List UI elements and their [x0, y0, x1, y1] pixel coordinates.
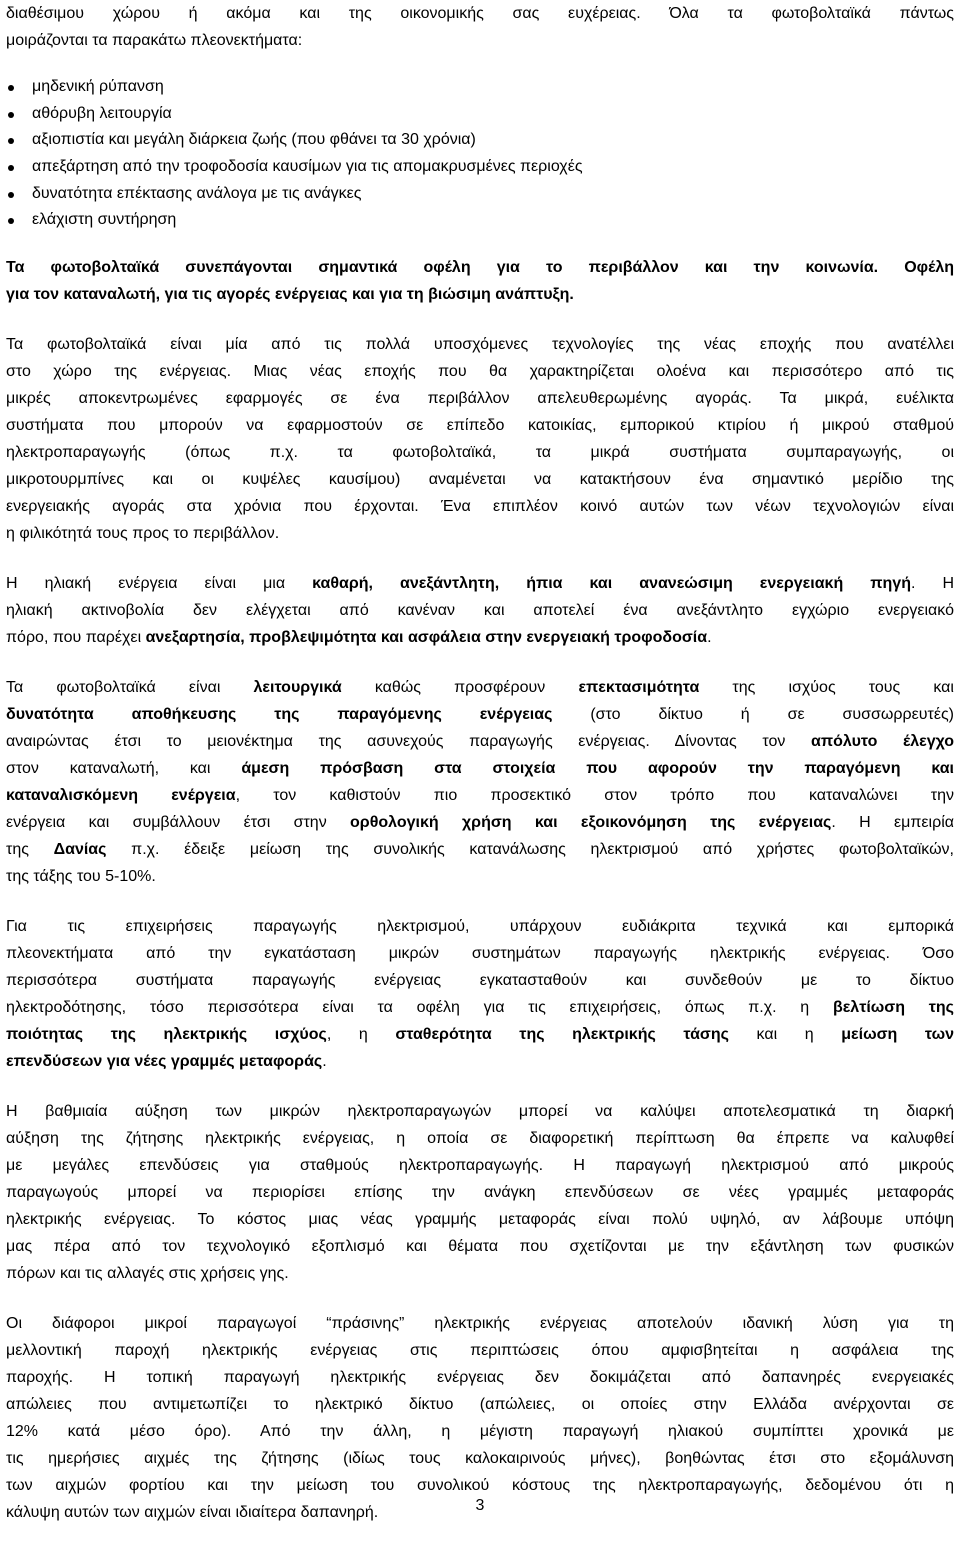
list-item: δυνατότητα επέκτασης ανάλογα με τις ανάγκες [6, 181, 954, 208]
list-item: αξιοπιστία και μεγάλη διάρκεια ζωής (που φθάνει τα 30 χρόνια) [6, 127, 954, 154]
paragraph-technologies [6, 331, 954, 547]
paragraph-small-producers [6, 1098, 954, 1287]
text-line: παροχής. Η τοπική παραγωγή ηλεκτρικής ενέργειας δεν δοκιμάζεται από δαπανηρές ενεργειακές [6, 1369, 954, 1387]
text-line: Τα φωτοβολταϊκά είναι λειτουργικά καθώς προσφέρουν επεκτασιμότητα της ισχύος τους και [6, 679, 954, 697]
text-line: επενδύσεων για νέες γραμμές μεταφοράς. [6, 1053, 327, 1071]
text-line: στο χώρο της ενέργειας. Μιας νέας εποχής που θα χαρακτηρίζεται ολοένα και περισσότερο από τις [6, 363, 954, 381]
document-page [6, 0, 954, 1526]
page-number: 3 [475, 1497, 485, 1514]
text-line: ηλεκτροδότησης, τόσο περισσότερα είναι τα οφέλη για τις επιχειρήσεις, όπως π.χ. η βελτίωση της [6, 999, 954, 1017]
advantages-list [6, 74, 954, 234]
text-line: περισσότερα συστήματα παραγωγής ενέργειας εγκατασταθούν και συνδεθούν με το δίκτυο [6, 972, 954, 990]
list-item: απεξάρτηση από την τροφοδοσία καυσίμων για τις απομακρυσμένες περιοχές [6, 154, 954, 181]
text-line: στον καταναλωτή, και άμεση πρόσβαση στα στοιχεία που αφορούν την παραγόμενη και [6, 760, 954, 778]
text-line: Για τις επιχειρήσεις παραγωγής ηλεκτρισμού, υπάρχουν ευδιάκριτα τεχνικά και εμπορικά [6, 918, 954, 936]
text-line: μικρές αποκεντρωμένες εφαρμογές σε ένα περιβάλλον απελευθερωμένης αγοράς. Τα μικρά, ευέλικτα [6, 390, 954, 408]
text-line: μελλοντική παροχή ηλεκτρικής ενέργειας στις περιπτώσεις όπου αμφισβητείται η ασφάλεια της [6, 1342, 954, 1360]
text-line: Η ηλιακή ενέργεια είναι μια καθαρή, ανεξάντλητη, ήπια και ανανεώσιμη ενεργειακή πηγή. Η [6, 575, 954, 593]
text-line: τις ημερήσιες αιχμές της ζήτησης (ιδίως τους καλοκαιρινούς μήνες), βοηθώντας έτσι στο εξομάλυνση [6, 1450, 954, 1468]
text-line: διαθέσιμου χώρου ή ακόμα και της οικονομικής σας ευχέρειας. Όλα τα φωτοβολταϊκά πάντως [6, 5, 954, 22]
text-line: μικροτουρμπίνες και οι κυψέλες καυσίμου) αναμένεται να κατακτήσουν ένα σημαντικό μερίδιο της [6, 471, 954, 489]
text-line: ηλιακή ακτινοβολία δεν ελέγχεται από κανέναν και αποτελεί ένα ανεξάντλητο εγχώριο ενεργειακό [6, 602, 954, 620]
text-line: της Δανίας π.χ. έδειξε μείωση της συνολικής κατανάλωσης ηλεκτρισμού από χρήστες φωτοβολταϊκών, [6, 841, 954, 859]
text-line: ηλεκτροπαραγωγής (όπως π.χ. τα φωτοβολταϊκά, τα μικρά συστήματα συμπαραγωγής, οι [6, 444, 954, 462]
text-line: απώλειες που αντιμετωπίζει το ηλεκτρικό δίκτυο (απώλειες, οι οποίες στην Ελλάδα ανέρχονται σε [6, 1396, 954, 1414]
text-line: καταναλισκόμενη ενέργεια, τον καθιστούν πιο προσεκτικό στον τρόπο που καταναλώνει την [6, 787, 954, 805]
list-item: αθόρυβη λειτουργία [6, 101, 954, 128]
intro-paragraph [6, 0, 954, 54]
paragraph-green-energy [6, 1310, 954, 1526]
paragraph-functionality [6, 674, 954, 890]
text-line: ενεργειακής αγοράς στα χρόνια που έρχονται. Ένα επιπλέον κοινό αυτών των νέων τεχνολογιών είναι [6, 498, 954, 516]
text-line: πόρων και τις αλλαγές στις χρήσεις γης. [6, 1265, 289, 1283]
text-line: Τα φωτοβολταϊκά συνεπάγονται σημαντικά οφέλη για το περιβάλλον και την κοινωνία. Οφέλη [6, 259, 954, 277]
text-line: πλεονεκτήματα από την εγκατάσταση μικρών συστημάτων παραγωγής ηλεκτρικής ενέργειας. Όσο [6, 945, 954, 963]
text-line: των αιχμών φορτίου και την μείωση του συνολικού κόστους της ηλεκτροπαραγωγής, δεδομένου ότι η [6, 1477, 954, 1495]
paragraph-utilities [6, 913, 954, 1075]
text-line: Τα φωτοβολταϊκά είναι μία από τις πολλά υποσχόμενες τεχνολογίες της νέας εποχής που ανατέλλει [6, 336, 954, 354]
text-line: Οι διάφοροι μικροί παραγωγοί “πράσινης” ηλεκτρικής ενέργειας αποτελούν ιδανική λύση για τη [6, 1315, 954, 1333]
text-line: κάλυψη αυτών των αιχμών είναι ιδιαίτερα δαπανηρή. [6, 1504, 379, 1522]
benefits-heading [6, 254, 954, 308]
text-line: μας πέρα από τον τεχνολογικό εξοπλισμό και θέματα που σχετίζονται με την εξάντληση των φυσικών [6, 1238, 954, 1256]
text-line: πόρο, που παρέχει ανεξαρτησία, προβλεψιμότητα και ασφάλεια στην ενεργειακή τροφοδοσία. [6, 629, 712, 647]
text-line: συστήματα που μπορούν να εφαρμοστούν σε επίπεδο κατοικίας, εμπορικού κτιρίου ή μικρού σταθμού [6, 417, 954, 435]
text-line: ενέργεια και συμβάλλουν έτσι στην ορθολογική χρήση και εξοικονόμηση της ενέργειας. Η εμπειρία [6, 814, 954, 832]
text-line: για τον καταναλωτή, για τις αγορές ενέργειας και για τη βιώσιμη ανάπτυξη. [6, 286, 574, 304]
text-line: 12% κατά μέσο όρο). Από την άλλη, η μέγιστη παραγωγή ηλιακού συμπίπτει χρονικά με [6, 1423, 954, 1441]
text-line: ηλεκτρικής ενέργειας. Το κόστος μιας νέας γραμμής μεταφοράς είναι πολύ υψηλό, αν λάβουμε υπόψη [6, 1211, 954, 1229]
list-item: ελάχιστη συντήρηση [6, 207, 954, 234]
text-line: μοιράζονται τα παρακάτω πλεονεκτήματα: [6, 32, 303, 49]
paragraph-solar-energy [6, 570, 954, 651]
list-item: μηδενική ρύπανση [6, 74, 954, 101]
text-line: της τάξης του 5-10%. [6, 868, 156, 886]
text-line: αναιρώντας έτσι το μειονέκτημα της ασυνεχούς παραγωγής ενέργειας. Δίνοντας τον απόλυτο έλεγχο [6, 733, 954, 751]
text-line: αύξηση της ζήτησης ηλεκτρικής ενέργειας, η οποία σε διαφορετική περίπτωση θα έπρεπε να καλυφθεί [6, 1130, 954, 1148]
text-line: η φιλικότητά τους προς το περιβάλλον. [6, 525, 280, 543]
text-line: Η βαθμιαία αύξηση των μικρών ηλεκτροπαραγωγών μπορεί να καλύψει αποτελεσματικά τη διαρκή [6, 1103, 954, 1121]
text-line: με μεγάλες επενδύσεις για σταθμούς ηλεκτροπαραγωγής. Η παραγωγή ηλεκτρισμού από μικρούς [6, 1157, 954, 1175]
text-line: δυνατότητα αποθήκευσης της παραγόμενης ενέργειας (στο δίκτυο ή σε συσσωρρευτές) [6, 706, 954, 724]
text-line: παραγωγούς μπορεί να περιορίσει επίσης την ανάγκη επενδύσεων σε νέες γραμμές μεταφοράς [6, 1184, 954, 1202]
text-line: ποιότητας της ηλεκτρικής ισχύος, η σταθερότητα της ηλεκτρικής τάσης και η μείωση των [6, 1026, 954, 1044]
